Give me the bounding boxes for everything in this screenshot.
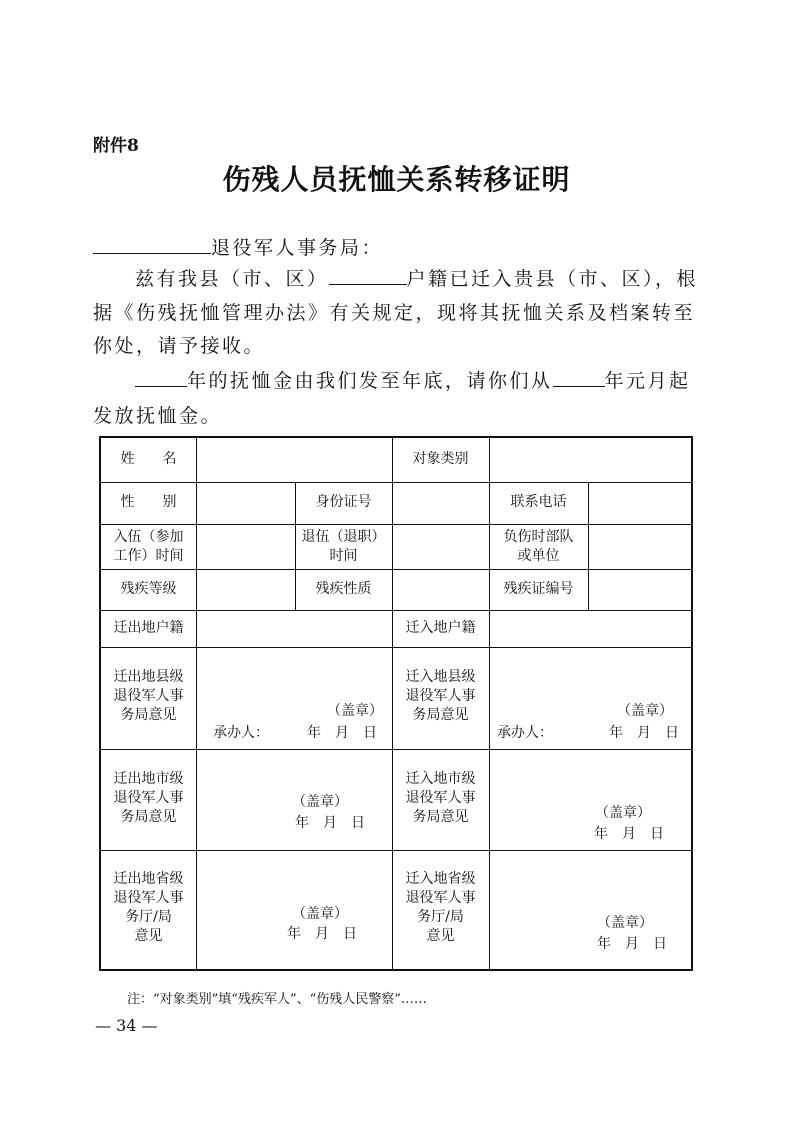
in-province-seal: （盖章） [597, 915, 653, 931]
in-city-seal: （盖章） [595, 805, 651, 821]
footnote: 注：“对象类别”填“残疾军人”、“伤残人民警察”…… [127, 992, 427, 1007]
phone-field[interactable] [589, 483, 690, 524]
paragraph1-line3: 你处，请予接收。 [93, 335, 266, 357]
category-label: 对象类别 [412, 451, 469, 467]
retire-time-field[interactable] [393, 525, 489, 569]
out-province-opinion-label: 迁出地省级 退役军人事 务厅/局 意见 [113, 871, 184, 944]
out-province-seal: （盖章） [292, 906, 348, 922]
in-household-field[interactable] [490, 611, 690, 647]
p1-prefix: 兹有我县（市、区） [135, 268, 329, 290]
out-household-label: 迁出地户籍 [113, 620, 184, 636]
page-number: — 34 — [95, 1016, 158, 1035]
in-city-opinion-label: 迁入地市级 退役军人事 务局意见 [405, 771, 476, 825]
paragraph2-line1 [135, 366, 691, 393]
out-county-date: 年 月 日 [307, 725, 377, 741]
in-county-handler: 承办人： [497, 725, 553, 741]
out-household-field[interactable] [197, 611, 391, 647]
disability-level-label: 残疾等级 [120, 581, 177, 597]
in-county-seal: （盖章） [617, 703, 673, 719]
paragraph1-line2: 据《伤残抚恤管理办法》有关规定，现将其抚恤关系及档案转至 [93, 302, 696, 324]
gender-label: 性 别 [120, 494, 177, 510]
person-blank[interactable] [329, 266, 407, 285]
p2-mid: 年的抚恤金由我们发至年底，请你们从 [187, 370, 553, 392]
in-city-date: 年 月 日 [594, 826, 664, 842]
in-province-date: 年 月 日 [597, 936, 667, 952]
attachment-label: 附件8 [93, 136, 139, 156]
out-city-seal: （盖章） [292, 794, 348, 810]
out-county-handler: 承办人： [213, 725, 269, 741]
name-field[interactable] [197, 438, 391, 482]
name-label: 姓 名 [120, 451, 177, 467]
addressee-blank[interactable] [93, 235, 211, 254]
unit-field[interactable] [589, 525, 690, 569]
enlist-time-label: 入伍（参加 工作）时间 [113, 529, 184, 564]
document-title: 伤残人员抚恤关系转移证明 [222, 163, 571, 196]
phone-label: 联系电话 [510, 494, 567, 510]
year-blank-1[interactable] [135, 368, 187, 387]
out-city-date: 年 月 日 [295, 815, 365, 831]
p1-suffix: 户籍已迁入贵县（市、区），根 [406, 268, 699, 290]
in-household-label: 迁入地户籍 [405, 620, 476, 636]
disability-cert-field[interactable] [589, 570, 690, 610]
paragraph1-line1 [135, 264, 698, 291]
in-province-opinion-label: 迁入地省级 退役军人事 务厅/局 意见 [405, 871, 476, 944]
addressee-line [93, 233, 383, 260]
disability-cert-label: 残疾证编号 [503, 581, 574, 597]
disability-nature-label: 残疾性质 [315, 581, 372, 597]
retire-time-label: 退伍（退职） 时间 [301, 529, 386, 564]
id-label: 身份证号 [315, 494, 372, 510]
addressee-suffix: 退役军人事务局： [211, 237, 384, 259]
enlist-time-field[interactable] [197, 525, 294, 569]
year-blank-2[interactable] [553, 368, 605, 387]
in-county-date: 年 月 日 [609, 725, 679, 741]
disability-nature-field[interactable] [393, 570, 489, 610]
out-county-seal: （盖章） [327, 703, 383, 719]
out-city-opinion-label: 迁出地市级 退役军人事 务局意见 [113, 771, 184, 825]
in-county-opinion-label: 迁入地县级 退役军人事 务局意见 [405, 669, 476, 723]
gender-field[interactable] [197, 483, 294, 524]
id-field[interactable] [393, 483, 489, 524]
p2-end: 年元月起 [604, 370, 691, 392]
paragraph2-line2: 发放抚恤金。 [93, 405, 223, 427]
transfer-form-table [99, 436, 693, 971]
out-province-date: 年 月 日 [287, 926, 357, 942]
category-field[interactable] [490, 438, 690, 482]
out-county-opinion-label: 迁出地县级 退役军人事 务局意见 [113, 669, 184, 723]
disability-level-field[interactable] [197, 570, 294, 610]
unit-label: 负伤时部队 或单位 [503, 529, 574, 564]
